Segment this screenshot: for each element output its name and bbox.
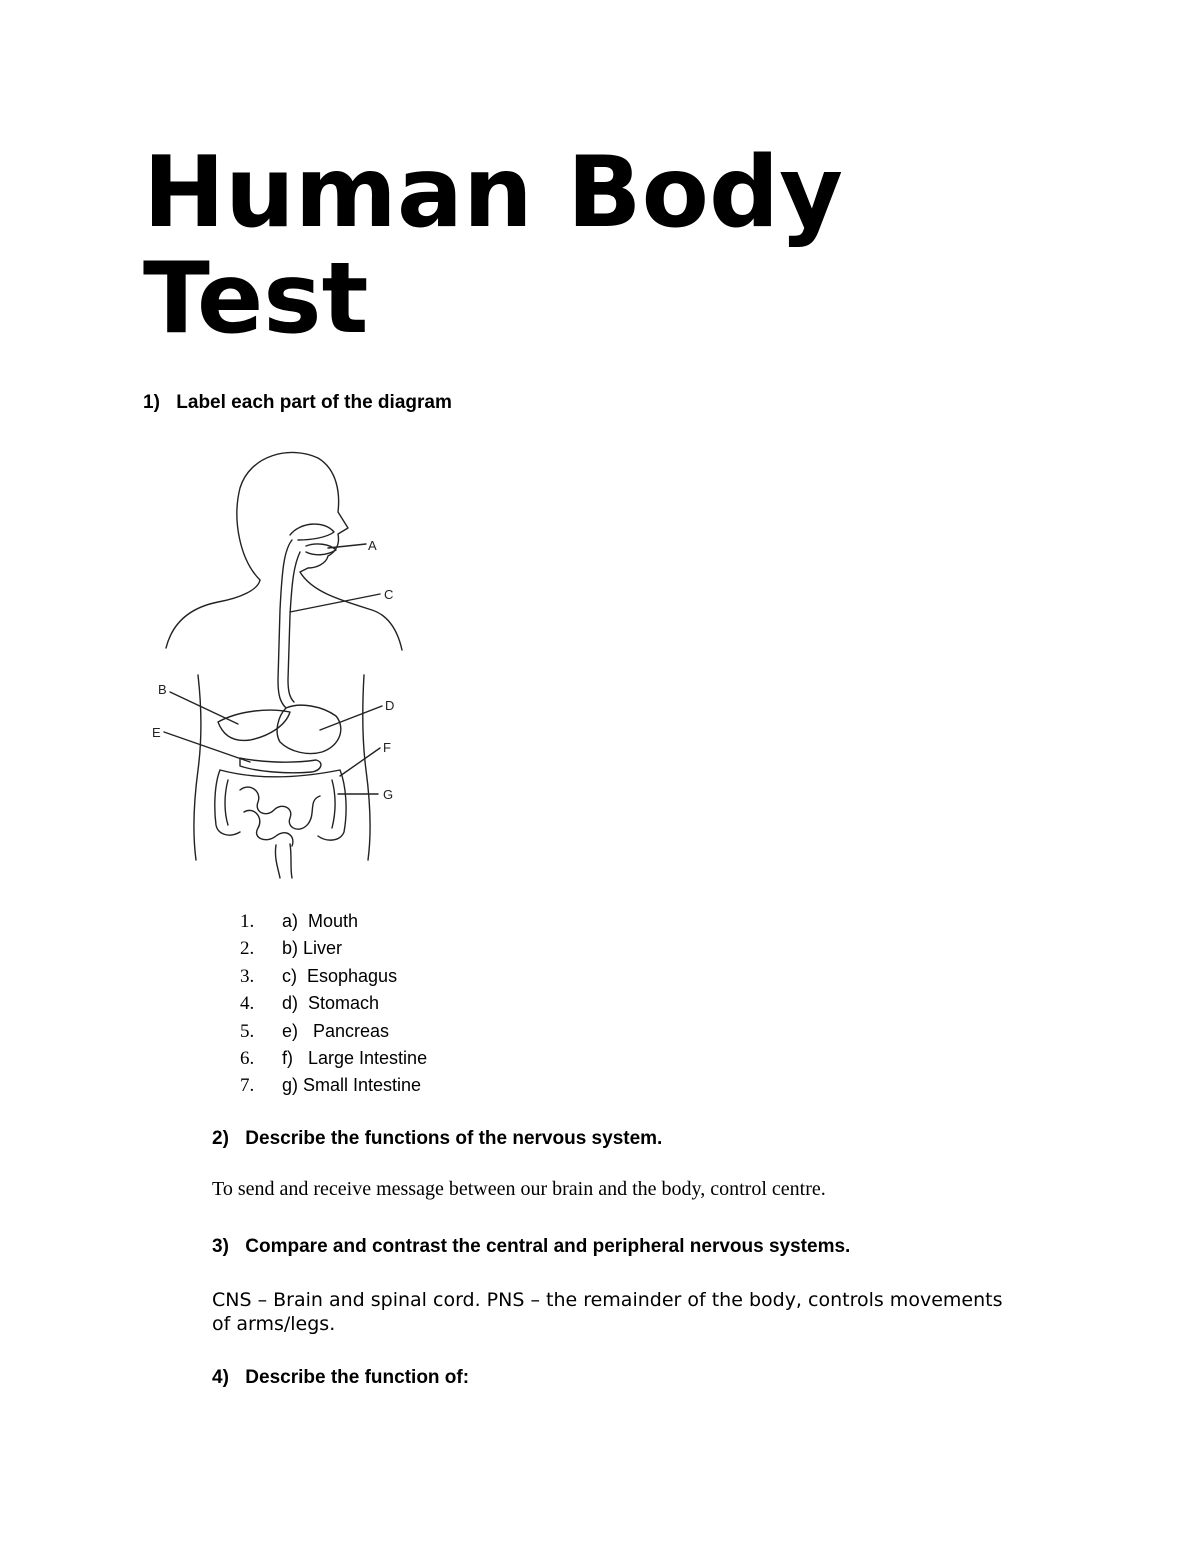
question-3-text: Compare and contrast the central and peripheral nervous systems. <box>245 1236 851 1257</box>
question-1-number: 1) <box>143 392 160 413</box>
nasal-cavity <box>290 524 334 540</box>
question-3-number: 3) <box>212 1236 229 1257</box>
leader-f <box>340 748 380 776</box>
rectum <box>275 844 292 878</box>
question-2-number: 2) <box>212 1128 229 1149</box>
list-item-number: 6. <box>240 1047 255 1069</box>
list-item-text: a) Mouth <box>282 911 359 931</box>
diagram-label-a: A <box>368 538 377 553</box>
neck-left <box>166 580 260 648</box>
list-item <box>240 963 427 990</box>
list-item-text: g) Small Intestine <box>282 1075 422 1096</box>
list-item-number: 2. <box>240 938 255 960</box>
torso-right <box>363 675 370 860</box>
question-3-answer: CNS – Brain and spinal cord. PNS – the remainder of the body, controls movements of arms/legs. <box>212 1289 1003 1335</box>
question-2 <box>212 1127 662 1151</box>
torso-left <box>194 675 201 860</box>
list-item-number: 5. <box>240 1020 255 1042</box>
question-4-number: 4) <box>212 1367 229 1388</box>
list-item-text: e) Pancreas <box>282 1020 390 1041</box>
diagram-label-f: F <box>383 740 391 755</box>
list-item-text: c) Esophagus <box>282 965 398 986</box>
question-2-text: Describe the functions of the nervous system. <box>245 1128 663 1149</box>
list-item-number: 7. <box>240 1075 255 1097</box>
digestive-system-diagram <box>140 440 440 880</box>
leader-c <box>290 594 380 612</box>
question-2-answer: To send and receive message between our brain and the body, control centre. <box>212 1178 826 1200</box>
large-intestine <box>215 770 346 840</box>
list-item-number: 4. <box>240 993 255 1015</box>
list-item-text: b) Liver <box>282 938 343 959</box>
head-outline <box>237 452 402 650</box>
question-3 <box>212 1235 850 1259</box>
question-1-text: Label each part of the diagram <box>176 392 452 413</box>
stomach <box>277 705 341 753</box>
list-item <box>240 908 427 935</box>
list-item-number: 3. <box>240 965 255 987</box>
question-1 <box>143 391 452 415</box>
leader-a <box>328 544 366 548</box>
list-item <box>240 1018 427 1045</box>
list-item <box>240 935 427 962</box>
diagram-label-g: G <box>383 787 394 802</box>
small-intestine <box>240 787 320 829</box>
list-item <box>240 1045 427 1072</box>
list-item <box>240 990 427 1017</box>
answer-list <box>240 908 427 1100</box>
question-4-text: Describe the function of: <box>245 1367 470 1388</box>
list-item-text: f) Large Intestine <box>282 1047 428 1068</box>
list-item-number: 1. <box>240 911 255 932</box>
leader-e <box>164 732 250 762</box>
list-item <box>240 1072 427 1099</box>
diagram-label-d: D <box>385 698 395 713</box>
diagram-label-b: B <box>158 682 167 697</box>
pancreas <box>240 758 321 773</box>
leader-b <box>170 692 238 724</box>
diagram-label-e: E <box>152 725 161 740</box>
page-title: Human Body Test <box>143 136 843 356</box>
diagram-label-c: C <box>384 587 394 602</box>
liver <box>218 710 290 740</box>
leader-d <box>320 706 382 730</box>
question-4 <box>212 1366 469 1390</box>
list-item-text: d) Stomach <box>282 993 380 1014</box>
